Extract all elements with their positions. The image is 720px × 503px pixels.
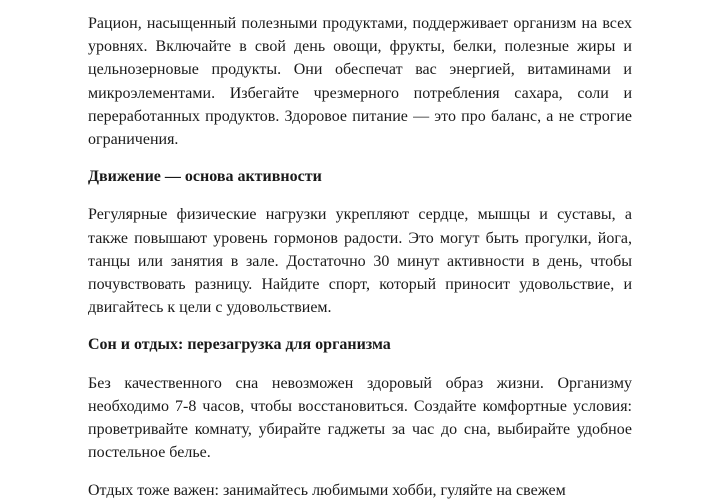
- heading-sleep: Сон и отдых: перезагрузка для организма: [88, 336, 391, 354]
- document-body: [88, 12, 632, 503]
- paragraph-nutrition: Рацион, насыщенный полезными продуктами, поддерживает организм на всех уровнях. Включайте в свой день овощи, фрукты, белки, полезные жиры и цельнозерновые продукты. Они обеспечат вас энергией, витаминами и микроэлементами. Избегайте чрезмерного потребления сахара, соли и переработанных продуктов. Здоровое питание — это про баланс, а не строгие ограничения.: [88, 15, 632, 149]
- paragraph-movement: Регулярные физические нагрузки укрепляют сердце, мышцы и суставы, а также повышают уровень гормонов радости. Это могут быть прогулки, йога, танцы или занятия в зале. Достаточно 30 минут активности в день, чтобы почувствовать разницу. Найдите спорт, который приносит удовольствие, и двигайтесь к цели с удовольствием.: [88, 206, 632, 317]
- paragraph-sleep: Без качественного сна невозможен здоровый образ жизни. Организму необходимо 7-8 часов, чтобы восстановиться. Создайте комфортные условия: проветривайте комнату, убирайте гаджеты за час до сна, выбирайте удобное постельное белье.: [88, 374, 632, 462]
- paragraph-rest: Отдых тоже важен: занимайтесь любимыми хобби, гуляйте на свежем: [88, 482, 566, 500]
- heading-movement: Движение — основа активности: [88, 168, 322, 186]
